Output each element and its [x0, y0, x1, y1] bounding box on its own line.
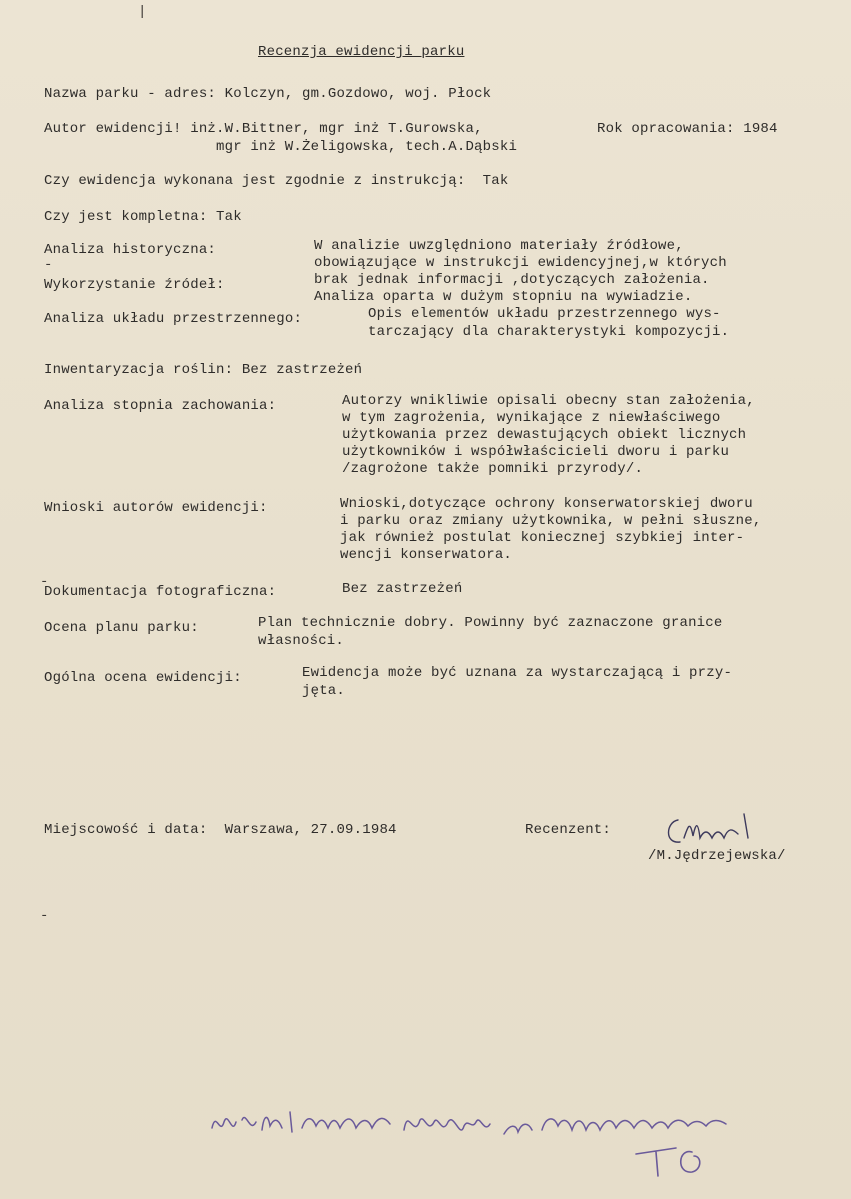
- preservation-text-3: użytkowania przez dewastujących obiekt licznych: [342, 427, 747, 443]
- margin-mark-top: |: [138, 4, 147, 20]
- photo-doc-label: Dokumentacja fotograficzna:: [44, 584, 277, 600]
- document-title: Recenzja ewidencji parku: [258, 44, 465, 60]
- preservation-text-1: Autorzy wnikliwie opisali obecny stan założenia,: [342, 393, 755, 409]
- historical-text-3: brak jednak informacji ,dotyczących założenia.: [314, 272, 710, 288]
- conclusions-text-1: Wnioski,dotyczące ochrony konserwatorskiej dworu: [340, 496, 753, 512]
- preservation-text-5: /zagrożone także pomniki przyrody/.: [342, 461, 644, 477]
- plants-inventory-line: Inwentaryzacja roślin: Bez zastrzeżeń: [44, 362, 363, 378]
- completeness-line: Czy jest kompletna: Tak: [44, 209, 242, 225]
- dash-mark: -: [44, 257, 53, 273]
- handwritten-note: [206, 1100, 766, 1180]
- historical-text-4: Analiza oparta w dużym stopniu na wywiadzie.: [314, 289, 693, 305]
- author-line-2: mgr inż W.Żeligowska, tech.A.Dąbski: [216, 139, 518, 155]
- conclusions-text-3: jak również postulat koniecznej szybkiej inter-: [340, 530, 745, 546]
- plan-label: Ocena planu parku:: [44, 620, 199, 636]
- year-line: Rok opracowania: 1984: [597, 121, 778, 137]
- spatial-analysis-label: Analiza układu przestrzennego:: [44, 311, 303, 327]
- historical-analysis-label: Analiza historyczna:: [44, 242, 217, 258]
- overall-label: Ogólna ocena ewidencji:: [44, 670, 242, 686]
- plan-text-1: Plan technicznie dobry. Powinny być zaznaczone granice: [258, 615, 723, 631]
- author-line-1: Autor ewidencji! inż.W.Bittner, mgr inż T.Gurowska,: [44, 121, 483, 137]
- preservation-label: Analiza stopnia zachowania:: [44, 398, 277, 414]
- plan-text-2: własności.: [258, 633, 345, 649]
- reviewer-signature: [660, 808, 760, 852]
- park-name-line: Nazwa parku - adres: Kolczyn, gm.Gozdowo, woj. Płock: [44, 86, 492, 102]
- conclusions-text-4: wencji konserwatora.: [340, 547, 513, 563]
- historical-text-1: W analizie uwzględniono materiały źródłowe,: [314, 238, 684, 254]
- reviewer-label: Recenzent:: [525, 822, 612, 838]
- margin-mark-left-1: -: [40, 574, 49, 590]
- spatial-text-1: Opis elementów układu przestrzennego wys-: [368, 306, 721, 322]
- conclusions-text-2: i parku oraz zmiany użytkownika, w pełni słuszne,: [340, 513, 762, 529]
- reviewer-name: /M.Jędrzejewska/: [648, 848, 786, 864]
- preservation-text-4: użytkowników i współwłaścicieli dworu i parku: [342, 444, 730, 460]
- preservation-text-2: w tym zagrożenia, wynikające z niewłaściwego: [342, 410, 721, 426]
- sources-label: Wykorzystanie źródeł:: [44, 277, 225, 293]
- overall-text-1: Ewidencja może być uznana za wystarczającą i przy-: [302, 665, 733, 681]
- photo-doc-value: Bez zastrzeżeń: [342, 581, 463, 597]
- historical-text-2: obowiązujące w instrukcji ewidencyjnej,w których: [314, 255, 727, 271]
- place-date-line: Miejscowość i data: Warszawa, 27.09.1984: [44, 822, 397, 838]
- margin-mark-left-2: -: [40, 908, 49, 924]
- overall-text-2: jęta.: [302, 683, 346, 699]
- spatial-text-2: tarczający dla charakterystyki kompozycji.: [368, 324, 730, 340]
- conformity-line: Czy ewidencja wykonana jest zgodnie z instrukcją: Tak: [44, 173, 509, 189]
- conclusions-label: Wnioski autorów ewidencji:: [44, 500, 268, 516]
